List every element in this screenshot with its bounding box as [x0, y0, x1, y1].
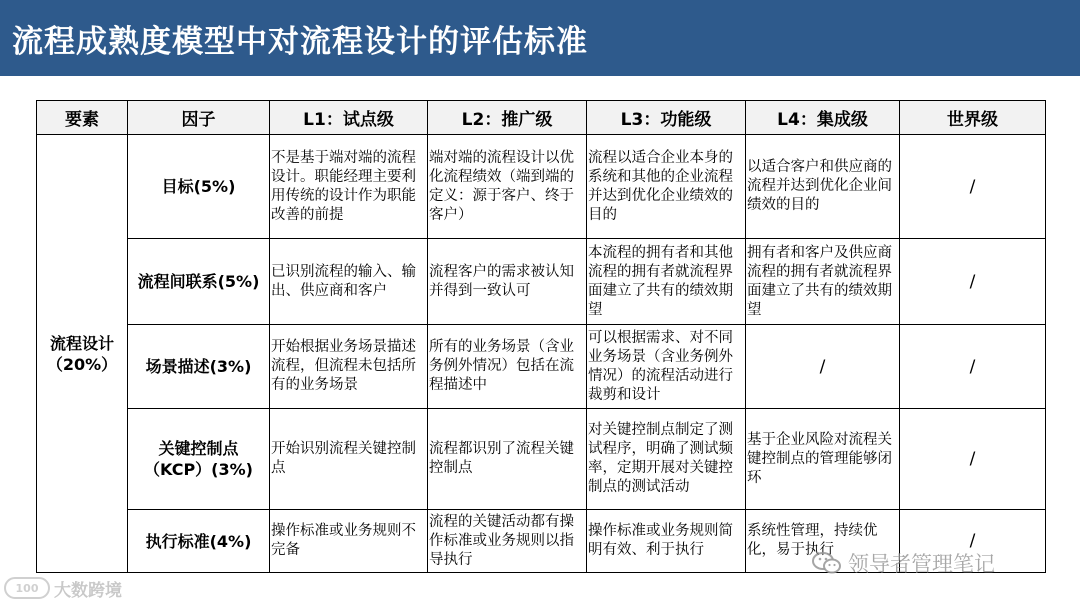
- header-factor: 因子: [128, 101, 270, 135]
- factor-cell: 执行标准(4%): [128, 510, 270, 573]
- l2-cell: 流程都识别了流程关键控制点: [428, 409, 587, 510]
- l4-cell: /: [746, 325, 900, 409]
- table-row: [37, 325, 1046, 409]
- l3-cell: 流程以适合企业本身的系统和其他的企业流程并达到优化企业绩效的目的: [587, 135, 746, 239]
- factor-cell: 场景描述(3%): [128, 325, 270, 409]
- title-bar: [0, 0, 1080, 76]
- l1-cell: 开始根据业务场景描述流程，但流程未包括所有的业务场景: [270, 325, 428, 409]
- l2-cell: 流程客户的需求被认知并得到一致认可: [428, 239, 587, 325]
- world-cell: /: [900, 409, 1046, 510]
- evaluation-table: [36, 100, 1046, 573]
- l3-cell: 对关键控制点制定了测试程序，明确了测试频率，定期开展对关键控制点的测试活动: [587, 409, 746, 510]
- table-row: [37, 239, 1046, 325]
- badge-logo: 100: [4, 577, 50, 599]
- header-l1: L1：试点级: [270, 101, 428, 135]
- watermark-left: [4, 576, 122, 600]
- element-cell: [37, 135, 128, 573]
- factor-cell: [128, 409, 270, 510]
- factor-cell: 目标(5%): [128, 135, 270, 239]
- l4-cell: 系统性管理，持续优化，易于执行: [746, 510, 900, 573]
- table-row: [37, 409, 1046, 510]
- watermark-left-text: 大数跨境: [54, 580, 122, 601]
- l3-cell: 操作标准或业务规则简明有效、利于执行: [587, 510, 746, 573]
- header-l3: L3：功能级: [587, 101, 746, 135]
- l1-cell: 已识别流程的输入、输出、供应商和客户: [270, 239, 428, 325]
- l2-cell: 流程的关键活动都有操作标准或业务规则以指导执行: [428, 510, 587, 573]
- factor-cell: 流程间联系(5%): [128, 239, 270, 325]
- l3-cell: 可以根据需求、对不同业务场景（含业务例外情况）的流程活动进行裁剪和设计: [587, 325, 746, 409]
- factor-weight: （KCP）(3%): [144, 460, 253, 479]
- l4-cell: 基于企业风险对流程关键控制点的管理能够闭环: [746, 409, 900, 510]
- header-row: [37, 101, 1046, 135]
- l1-cell: 不是基于端对端的流程设计。职能经理主要利用传统的设计作为职能改善的前提: [270, 135, 428, 239]
- l4-cell: 以适合客户和供应商的流程并达到优化企业间绩效的目的: [746, 135, 900, 239]
- l2-cell: 所有的业务场景（含业务例外情况）包括在流程描述中: [428, 325, 587, 409]
- world-cell: /: [900, 510, 1046, 573]
- header-element: 要素: [37, 101, 128, 135]
- wechat-icon: [812, 551, 842, 575]
- watermark-right: [812, 548, 995, 578]
- element-weight: （20%）: [46, 354, 118, 374]
- page-title: 流程成熟度模型中对流程设计的评估标准: [12, 23, 588, 60]
- l2-cell: 端对端的流程设计以优化流程绩效（端到端的定义：源于客户、终于客户）: [428, 135, 587, 239]
- header-l4: L4：集成级: [746, 101, 900, 135]
- element-name: 流程设计: [49, 333, 114, 353]
- l1-cell: 开始识别流程关键控制点: [270, 409, 428, 510]
- l4-cell: 拥有者和客户及供应商流程的拥有者就流程界面建立了共有的绩效期望: [746, 239, 900, 325]
- header-world: 世界级: [900, 101, 1046, 135]
- table-row: [37, 135, 1046, 239]
- watermark-right-text: 领导者管理笔记: [848, 552, 995, 576]
- world-cell: /: [900, 135, 1046, 239]
- header-l2: L2：推广级: [428, 101, 587, 135]
- world-cell: /: [900, 239, 1046, 325]
- world-cell: /: [900, 325, 1046, 409]
- factor-name: 关键控制点: [158, 439, 239, 458]
- l1-cell: 操作标准或业务规则不完备: [270, 510, 428, 573]
- l3-cell: 本流程的拥有者和其他流程的拥有者就流程界面建立了共有的绩效期望: [587, 239, 746, 325]
